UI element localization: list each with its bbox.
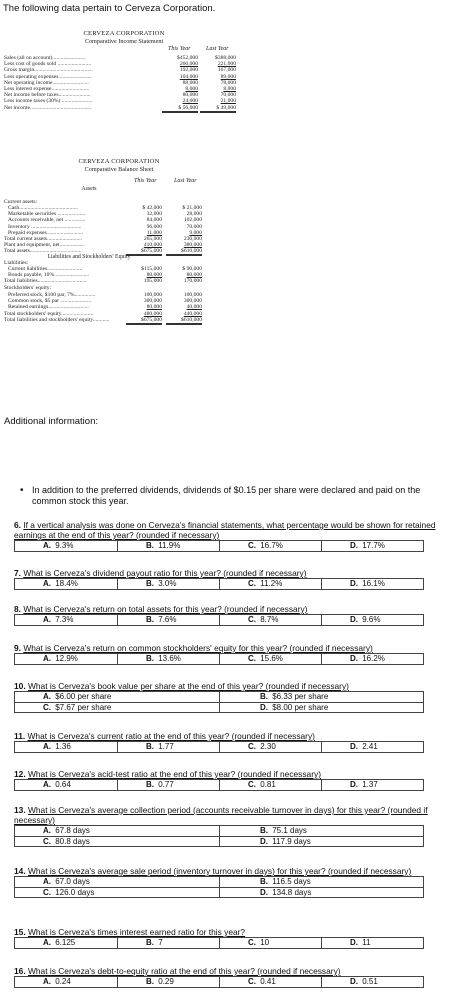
question-9 <box>14 643 451 665</box>
answer-option-a[interactable] <box>15 977 117 987</box>
option-text: 0.64 <box>55 780 71 789</box>
this-year-value: $675,000 <box>126 317 162 325</box>
option-letter: C. <box>248 615 259 624</box>
answer-option-b[interactable] <box>117 977 219 987</box>
question-stem <box>14 681 451 691</box>
answer-option-d[interactable] <box>321 780 423 790</box>
last-year-value: 100,000 <box>183 292 202 298</box>
this-year-value: 80,000 <box>182 92 198 99</box>
option-letter: D. <box>350 780 361 789</box>
last-year-value: $ 49,000 <box>200 105 236 113</box>
answer-option-b[interactable] <box>117 615 219 625</box>
option-text: 0.41 <box>260 977 276 986</box>
question-12 <box>14 769 451 791</box>
answer-option-d[interactable] <box>321 654 423 664</box>
answer-option-a[interactable] <box>15 541 117 551</box>
question-10 <box>14 681 451 713</box>
option-letter: A. <box>43 654 54 663</box>
row-label: Sales (all on account)........................ <box>4 55 86 61</box>
last-year-value: $610,000 <box>166 317 202 325</box>
liabilities-heading: Liabilities and Stockholders' Equity <box>47 254 131 260</box>
answer-option-a[interactable] <box>15 742 117 752</box>
income-title: Comparative Income Statement <box>84 38 164 45</box>
question-text: What is Cerveza's book value per share at the end of this year? (rounded if necessary) <box>27 681 349 691</box>
option-letter: B. <box>260 877 271 886</box>
last-year-value: 70,000 <box>220 92 236 99</box>
answer-options <box>14 540 424 552</box>
this-year-value: 80,000 <box>146 272 162 279</box>
option-letter: A. <box>43 615 54 624</box>
answer-option-a[interactable] <box>15 654 117 664</box>
option-text: 2.30 <box>260 742 276 751</box>
income-row <box>4 105 244 112</box>
liabilities-label-text: Liabilities: <box>4 260 29 266</box>
answer-option-d[interactable] <box>321 977 423 987</box>
row-label: Less income taxes (30%) ...................... <box>4 98 93 105</box>
option-text: 0.81 <box>260 780 276 789</box>
option-letter: B. <box>260 826 271 835</box>
option-text: 117.9 days <box>272 837 311 846</box>
question-7 <box>14 568 451 590</box>
answer-option-c[interactable] <box>15 836 219 846</box>
last-year-value: $ 90,000 <box>182 266 202 272</box>
question-stem <box>14 604 451 614</box>
this-year-value: 480,000 <box>143 310 162 317</box>
row-label: Total liabilities................................... <box>4 278 87 285</box>
this-year-value: 11,000 <box>146 229 162 236</box>
question-number: 11. <box>14 731 28 741</box>
option-text: 67.8 days <box>55 826 90 835</box>
option-text: 9.6% <box>362 615 381 624</box>
row-label: Common stock, $5 par ...................... <box>8 298 92 305</box>
question-stem <box>14 866 451 876</box>
row-label: Bonds payable, 10%......................... <box>8 272 90 279</box>
option-text: 11.2% <box>260 579 283 588</box>
option-text: 9.3% <box>55 541 74 550</box>
option-text: $7.67 per share <box>55 703 112 712</box>
option-letter: D. <box>350 938 361 947</box>
row-label: Total liabilities and stockholders' equity............ <box>4 316 110 323</box>
option-letter: C. <box>248 977 259 986</box>
answer-options <box>14 976 424 988</box>
last-year-value: 170,000 <box>183 278 202 285</box>
answer-option-a[interactable] <box>15 579 117 589</box>
option-text: 12.9% <box>55 654 78 663</box>
question-number: 13. <box>14 805 28 815</box>
question-stem <box>14 568 451 578</box>
option-text: 67.0 days <box>55 877 90 886</box>
answer-options <box>14 691 424 713</box>
question-text: What is Cerveza's debt-to-equity ratio at the end of this year? (rounded if necessary) <box>27 966 341 976</box>
option-letter: B. <box>146 541 157 550</box>
balance-col-last: Last Year <box>174 178 197 184</box>
income-col-last: Last Year <box>206 46 229 52</box>
option-letter: A. <box>43 692 54 701</box>
question-15 <box>14 927 451 949</box>
this-year-value: $115,000 <box>141 266 162 272</box>
last-year-value: 21,000 <box>220 98 236 105</box>
answer-option-c[interactable] <box>15 702 219 712</box>
option-letter: C. <box>248 579 259 588</box>
last-year-value: $610,000 <box>166 248 202 256</box>
row-label: Current liabilities......................... <box>8 266 83 272</box>
option-text: 3.0% <box>158 579 177 588</box>
last-year-value: 230,000 <box>183 236 202 242</box>
question-text: What is Cerveza's average collection period (accounts receivable turnover in days) for this year? (rounded if necessary) <box>14 805 428 825</box>
last-year-value: 8,000 <box>223 86 236 92</box>
question-number: 10. <box>14 681 28 691</box>
question-text: What is Cerveza's average sale period (inventory turnover in days) for this year? (rounded if necessary) <box>27 866 412 876</box>
option-text: $6.33 per share <box>272 692 329 701</box>
option-text: 0.77 <box>158 780 174 789</box>
option-letter: A. <box>43 742 54 751</box>
option-text: 126.0 days <box>55 888 95 897</box>
answer-option-b[interactable] <box>117 579 219 589</box>
balance-company: CERVEZA CORPORATION <box>78 158 160 165</box>
option-letter: D. <box>350 654 361 663</box>
last-year-value: 80,000 <box>186 272 202 279</box>
answer-options <box>14 653 424 665</box>
question-text: What is Cerveza's current ratio at the end of this year? (rounded if necessary) <box>27 731 315 741</box>
row-label: Total current assets......................... <box>4 236 83 242</box>
row-label: Cash.......................................... <box>8 205 78 211</box>
option-letter: D. <box>350 977 361 986</box>
question-text: What is Cerveza's return on common stockholders' equity for this year? (rounded if necessary) <box>23 643 373 653</box>
answer-option-c[interactable] <box>219 938 321 948</box>
option-letter: A. <box>43 780 54 789</box>
answer-option-b[interactable] <box>117 780 219 790</box>
option-letter: B. <box>146 579 157 588</box>
answer-option-a[interactable] <box>15 692 219 702</box>
option-letter: A. <box>43 541 54 550</box>
this-year-value: 300,000 <box>143 298 162 305</box>
option-text: 8.7% <box>260 615 279 624</box>
answer-option-c[interactable] <box>219 977 321 987</box>
option-text: 7.3% <box>55 615 74 624</box>
equity-label <box>4 285 244 292</box>
answer-option-d[interactable] <box>219 702 423 712</box>
row-label: Total assets..................................... <box>4 248 82 255</box>
option-letter: D. <box>350 579 361 588</box>
this-year-value: $ 42,000 <box>142 205 162 211</box>
answer-option-d[interactable] <box>321 742 423 752</box>
answer-options <box>14 876 424 898</box>
answer-option-d[interactable] <box>219 836 423 846</box>
answer-option-b[interactable] <box>219 877 423 887</box>
answer-option-a[interactable] <box>15 780 117 790</box>
answer-option-d[interactable] <box>321 579 423 589</box>
answer-options <box>14 825 424 847</box>
question-number: 12. <box>14 769 28 779</box>
question-number: 6. <box>14 520 24 530</box>
answer-option-c[interactable] <box>15 887 219 897</box>
last-year-value: 28,000 <box>186 211 202 218</box>
this-year-value: 104,000 <box>179 73 198 80</box>
income-col-this: This Year <box>168 46 191 52</box>
question-11 <box>14 731 451 753</box>
assets-heading: Assets <box>81 186 97 192</box>
this-year-value: 192,000 <box>179 67 198 74</box>
option-letter: A. <box>43 826 54 835</box>
option-letter: B. <box>146 654 157 663</box>
question-stem <box>14 643 451 653</box>
answer-option-c[interactable] <box>219 742 321 752</box>
option-text: 16.2% <box>362 654 385 663</box>
income-statement <box>4 30 244 111</box>
option-letter: D. <box>260 837 271 846</box>
answer-option-d[interactable] <box>321 615 423 625</box>
option-text: 11.9% <box>158 541 181 550</box>
option-text: 0.29 <box>158 977 174 986</box>
option-letter: A. <box>43 938 54 947</box>
option-letter: C. <box>248 938 259 947</box>
question-stem <box>14 966 451 976</box>
intro-text: The following data pertain to Cerveza Corporation. <box>3 3 216 14</box>
option-text: 18.4% <box>55 579 78 588</box>
question-number: 16. <box>14 966 28 976</box>
option-text: 2.41 <box>362 742 378 751</box>
this-year-value: 8,000 <box>185 86 198 92</box>
last-year-value: 70,000 <box>186 223 202 230</box>
option-text: 0.24 <box>55 977 71 986</box>
answer-option-d[interactable] <box>219 887 423 897</box>
answer-option-a[interactable] <box>15 938 117 948</box>
option-text: 16.7% <box>260 541 283 550</box>
option-text: 11 <box>362 938 371 947</box>
option-letter: B. <box>146 742 157 751</box>
question-8 <box>14 604 451 626</box>
option-letter: D. <box>350 615 361 624</box>
question-number: 8. <box>14 604 24 614</box>
last-year-value: 440,000 <box>183 310 202 317</box>
option-letter: C. <box>248 780 259 789</box>
this-year-value: 88,000 <box>182 79 198 86</box>
answer-options <box>14 741 424 753</box>
option-letter: A. <box>43 877 54 886</box>
row-label: Net income............................................ <box>4 104 92 111</box>
this-year-value: 410,000 <box>143 242 162 249</box>
bullet-text: In addition to the preferred dividends, dividends of $0.15 per share were declared and paid on the common stock this year. <box>32 485 421 506</box>
this-year-value: 32,000 <box>146 211 162 218</box>
option-text: 17.7% <box>362 541 385 550</box>
question-number: 7. <box>14 568 24 578</box>
question-stem <box>14 731 451 741</box>
answer-option-d[interactable] <box>321 541 423 551</box>
balance-col-this: This Year <box>134 178 157 184</box>
row-label: Plant and equipment, net.................. <box>4 242 85 249</box>
row-label: Prepaid expenses.......................... <box>8 229 84 236</box>
option-letter: C. <box>43 703 54 712</box>
last-year-value: 9,000 <box>189 229 202 236</box>
option-letter: A. <box>43 579 54 588</box>
answer-option-c[interactable] <box>219 654 321 664</box>
answer-option-c[interactable] <box>219 780 321 790</box>
equity-row <box>4 317 244 324</box>
option-letter: B. <box>146 615 157 624</box>
income-company: CERVEZA CORPORATION <box>83 30 165 37</box>
this-year-value: 260,000 <box>179 61 198 68</box>
row-label: Net operating income.......................... <box>4 79 89 86</box>
row-label: Less operating expenses........................ <box>4 73 92 80</box>
row-label: Inventory .................................... <box>8 223 82 230</box>
balance-title: Comparative Balance Sheet <box>84 166 154 173</box>
last-year-value: $388,000 <box>215 55 236 61</box>
question-16 <box>14 966 451 988</box>
question-text: What is Cerveza's times interest earned ratio for this year? <box>27 927 246 937</box>
row-label: Preferred stock, $100 par, 7%............... <box>8 292 96 298</box>
question-stem <box>14 927 451 937</box>
last-year-value: 89,000 <box>220 73 236 80</box>
option-letter: C. <box>43 837 54 846</box>
answer-option-b[interactable] <box>117 742 219 752</box>
option-letter: B. <box>146 938 157 947</box>
row-label: Net income before taxes....................... <box>4 92 91 99</box>
answer-options <box>14 578 424 590</box>
answer-option-b[interactable] <box>117 654 219 664</box>
equity-label-text: Stockholders' equity: <box>4 285 52 291</box>
this-year-value: 80,000 <box>146 304 162 311</box>
row-label: Accounts receivable, net ............... <box>8 217 86 224</box>
this-year-value: 265,000 <box>143 236 162 242</box>
question-14 <box>14 866 451 898</box>
answer-option-a[interactable] <box>15 877 219 887</box>
option-text: 1.77 <box>158 742 174 751</box>
answer-option-c[interactable] <box>219 579 321 589</box>
question-text: What is Cerveza's dividend payout ratio for this year? (rounded if necessary) <box>23 568 307 578</box>
this-year-value: 96,000 <box>146 223 162 230</box>
answer-option-b[interactable] <box>219 826 423 836</box>
option-letter: C. <box>248 654 259 663</box>
last-year-value: 102,000 <box>183 217 202 224</box>
question-text: What is Cerveza's return on total assets for this year? (rounded if necessary) <box>23 604 308 614</box>
option-letter: C. <box>248 742 259 751</box>
row-label: Less interest expense........................... <box>4 86 90 92</box>
last-year-value: 221,000 <box>217 61 236 68</box>
this-year-value: 24,000 <box>182 98 198 105</box>
last-year-value: $ 21,000 <box>182 205 202 211</box>
question-stem <box>14 805 451 825</box>
this-year-value: 84,000 <box>146 217 162 224</box>
row-label: Retained earnings............................. <box>8 304 89 311</box>
answer-options <box>14 779 424 791</box>
answer-options <box>14 937 424 949</box>
question-stem <box>14 520 451 540</box>
question-text: If a vertical analysis was done on Cerveza's financial statements, what percentage would be shown for retained earnings at the end of this year? (rounded if necessary) <box>14 520 436 540</box>
row-label: Marketable securities .................... <box>8 211 86 218</box>
question-number: 15. <box>14 927 28 937</box>
this-year-value: $452,000 <box>177 55 198 61</box>
row-label: Total stockholders' equity....................... <box>4 310 94 317</box>
option-text: $6.00 per share <box>55 692 112 701</box>
answer-options <box>14 614 424 626</box>
option-text: 7.6% <box>158 615 177 624</box>
question-number: 9. <box>14 643 24 653</box>
answer-option-c[interactable] <box>219 541 321 551</box>
option-letter: A. <box>43 977 54 986</box>
last-year-value: 380,000 <box>183 242 202 249</box>
question-text: What is Cerveza's acid-test ratio at the end of this year? (rounded if necessary) <box>27 769 321 779</box>
option-letter: D. <box>350 541 361 550</box>
answer-option-b[interactable] <box>117 938 219 948</box>
this-year-value: 100,000 <box>143 292 162 298</box>
row-label: Less cost of goods sold ........................ <box>4 61 92 68</box>
option-letter: D. <box>260 703 271 712</box>
this-year-value: 195,000 <box>143 278 162 285</box>
option-text: 6.125 <box>55 938 76 947</box>
option-text: 75.1 days <box>272 826 307 835</box>
option-letter: C. <box>43 888 54 897</box>
option-text: 13.6% <box>158 654 181 663</box>
option-text: 10 <box>260 938 270 947</box>
option-letter: D. <box>350 742 361 751</box>
question-number: 14. <box>14 866 28 876</box>
question-stem <box>14 769 451 779</box>
option-text: 1.36 <box>55 742 71 751</box>
option-letter: B. <box>146 780 157 789</box>
answer-option-c[interactable] <box>219 615 321 625</box>
option-text: 80.8 days <box>55 837 90 846</box>
answer-option-b[interactable] <box>219 692 423 702</box>
option-letter: C. <box>248 541 259 550</box>
option-text: 116.5 days <box>272 877 311 886</box>
answer-option-a[interactable] <box>15 826 219 836</box>
last-year-value: 40,000 <box>186 304 202 311</box>
option-text: 1.37 <box>362 780 378 789</box>
option-text: 15.6% <box>260 654 283 663</box>
option-text: 0.51 <box>362 977 378 986</box>
option-letter: B. <box>260 692 271 701</box>
last-year-value: 78,000 <box>220 79 236 86</box>
answer-option-a[interactable] <box>15 615 117 625</box>
row-label: Gross margin.......................................... <box>4 67 93 74</box>
last-year-value: 300,000 <box>183 298 202 305</box>
option-letter: D. <box>260 888 271 897</box>
question-13 <box>14 805 451 847</box>
last-year-value: 167,000 <box>217 67 236 74</box>
balance-sheet <box>4 158 244 323</box>
option-text: 134.8 days <box>272 888 312 897</box>
answer-option-b[interactable] <box>117 541 219 551</box>
this-year-value: $675,000 <box>126 248 162 256</box>
current-assets-label-text: Current assets: <box>4 199 38 205</box>
additional-info-label: Additional information: <box>4 416 98 427</box>
option-text: $8.00 per share <box>272 703 329 712</box>
bullet-icon: • <box>20 485 24 496</box>
question-6 <box>14 520 451 552</box>
answer-option-d[interactable] <box>321 938 423 948</box>
option-text: 16.1% <box>362 579 385 588</box>
this-year-value: $ 56,000 <box>162 105 198 113</box>
option-letter: B. <box>146 977 157 986</box>
option-text: 7 <box>158 938 163 947</box>
